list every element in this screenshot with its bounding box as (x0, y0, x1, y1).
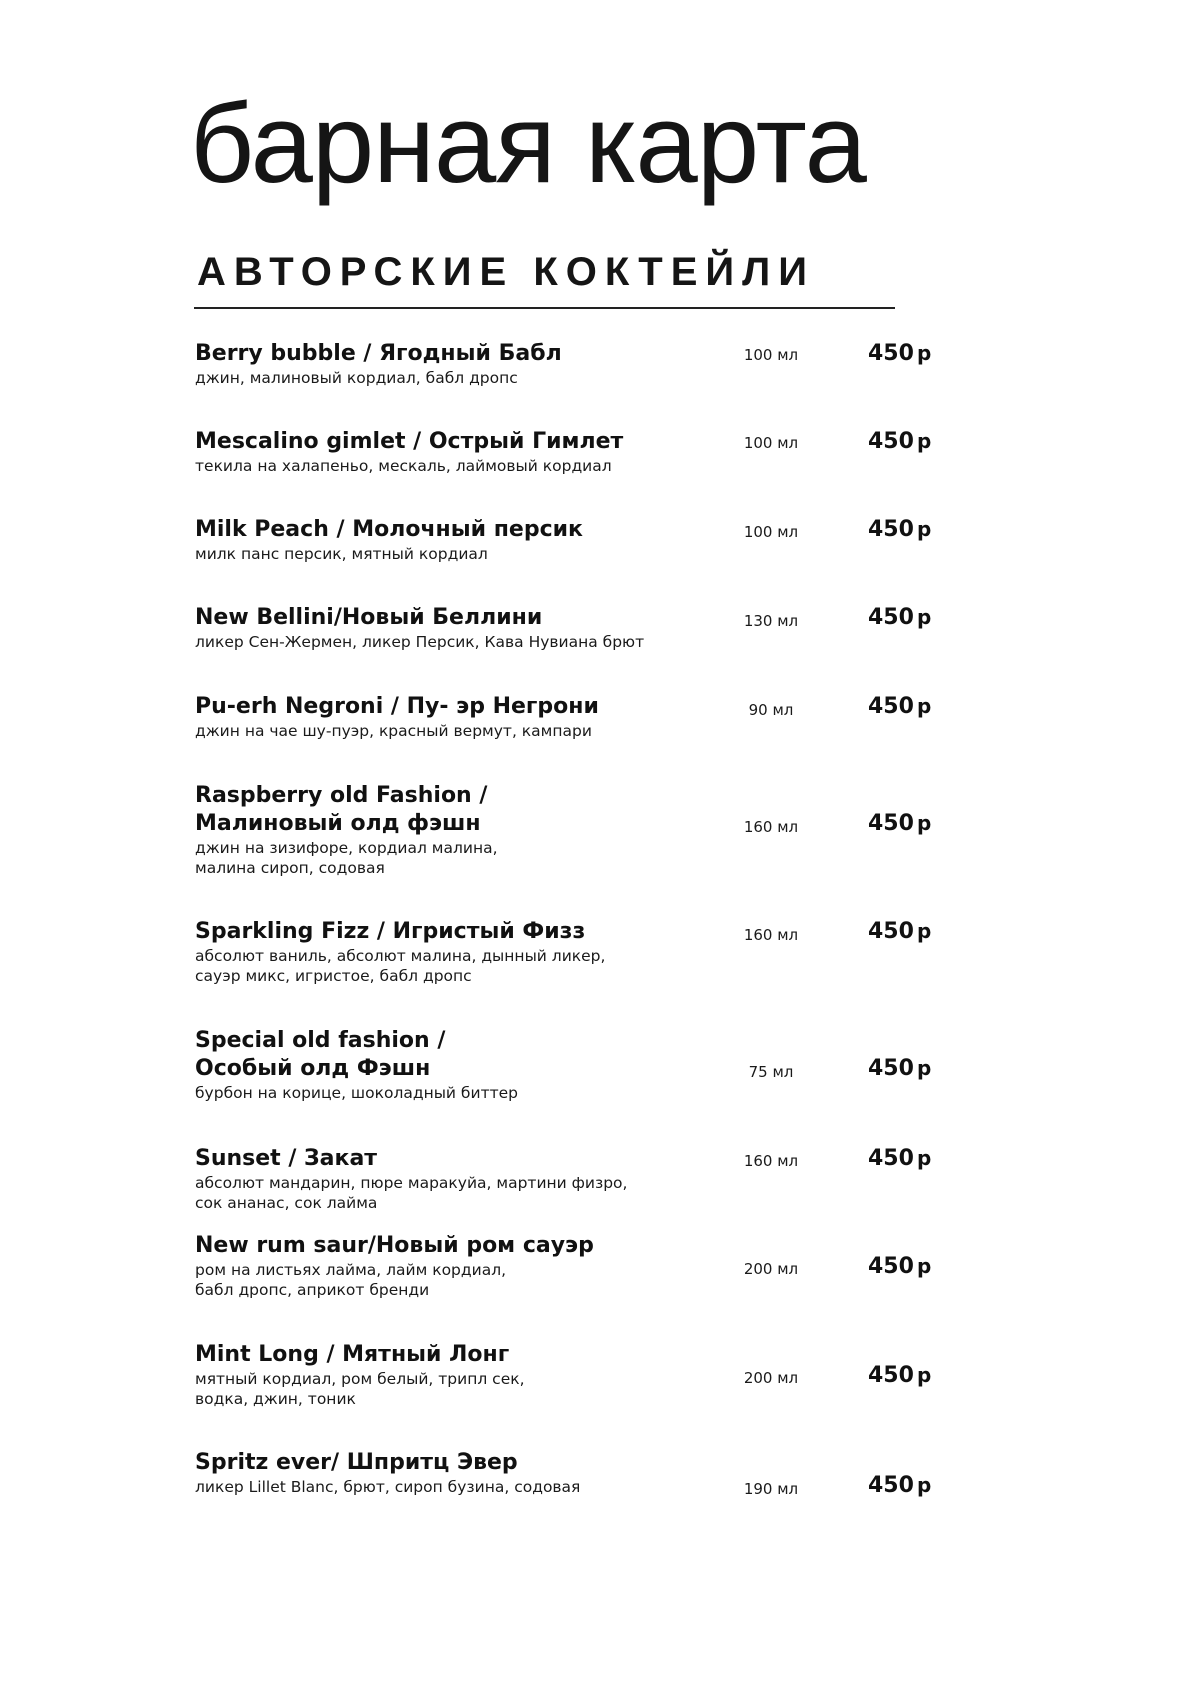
price-amount: 450 (868, 1146, 914, 1171)
item-volume: 90 мл (748, 701, 794, 719)
item-name (195, 340, 715, 368)
item-description-line: абсолют ваниль, абсолют малина, дынный ликер, (195, 947, 606, 965)
item-name-line: Особый олд Фэшн (195, 1056, 431, 1081)
item-name (195, 428, 715, 456)
item-description (195, 456, 715, 476)
item-description-line: водка, джин, тоник (195, 1390, 356, 1408)
currency-symbol: р (916, 811, 932, 835)
price-amount: 450 (868, 605, 914, 630)
item-volume: 160 мл (743, 926, 799, 944)
currency-symbol: р (916, 605, 932, 629)
menu-item (195, 1341, 935, 1409)
item-price (868, 1146, 931, 1171)
price-amount: 450 (868, 341, 914, 366)
item-name-line: Milk Peach / Молочный персик (195, 517, 583, 542)
item-volume: 190 мл (743, 1480, 799, 1498)
item-description-line: джин на зизифоре, кордиал малина, (195, 839, 498, 857)
item-description (195, 838, 715, 878)
item-description-line: абсолют мандарин, пюре маракуйа, мартини физро, (195, 1174, 628, 1192)
menu-item (195, 428, 935, 476)
item-description-line: мятный кордиал, ром белый, трипл сек, (195, 1370, 525, 1388)
page-title: барная карта (190, 81, 866, 206)
item-name (195, 1232, 715, 1260)
item-name-line: Sunset / Закат (195, 1146, 378, 1171)
item-description (195, 544, 715, 564)
item-description-line: джин, малиновый кордиал, бабл дропс (195, 369, 518, 387)
item-volume: 160 мл (743, 1152, 799, 1170)
section-divider (194, 307, 895, 309)
currency-symbol: р (916, 1473, 932, 1497)
item-price (868, 1363, 931, 1388)
item-description-line: милк панс персик, мятный кордиал (195, 545, 488, 563)
item-name-line: Mescalino gimlet / Острый Гимлет (195, 429, 624, 454)
item-name-line: Spritz ever/ Шпритц Эвер (195, 1450, 518, 1475)
item-volume: 100 мл (743, 346, 799, 364)
item-description (195, 1260, 715, 1300)
menu-item (195, 782, 935, 878)
item-price (868, 605, 931, 630)
item-price (868, 919, 931, 944)
item-description (195, 632, 715, 652)
menu-item (195, 516, 935, 564)
item-name-line: Pu-erh Negroni / Пу- эр Негрони (195, 694, 599, 719)
price-amount: 450 (868, 517, 914, 542)
item-name-line: New rum saur/Новый ром сауэр (195, 1233, 594, 1258)
item-price (868, 811, 931, 836)
item-price (868, 429, 931, 454)
item-price (868, 517, 931, 542)
menu-item (195, 693, 935, 741)
price-amount: 450 (868, 429, 914, 454)
item-description (195, 1369, 715, 1409)
item-name-line: Special old fashion / (195, 1028, 446, 1053)
menu-item (195, 604, 935, 652)
item-description (195, 721, 715, 741)
item-name (195, 918, 715, 946)
menu-item (195, 918, 935, 986)
section-title: АВТОРСКИЕ КОКТЕЙЛИ (197, 250, 815, 294)
item-description (195, 946, 715, 986)
menu-item (195, 1232, 935, 1300)
currency-symbol: р (916, 919, 932, 943)
price-amount: 450 (868, 919, 914, 944)
item-description (195, 1173, 715, 1213)
item-volume: 100 мл (743, 523, 799, 541)
item-description-line: текила на халапеньо, мескаль, лаймовый кордиал (195, 457, 612, 475)
price-amount: 450 (868, 1473, 914, 1498)
item-volume: 75 мл (748, 1063, 794, 1081)
item-price (868, 694, 931, 719)
item-description-line: бурбон на корице, шоколадный биттер (195, 1084, 519, 1102)
item-name-line: Raspberry old Fashion / (195, 783, 488, 808)
menu-item (195, 340, 935, 388)
item-name (195, 516, 715, 544)
item-name (195, 1449, 715, 1477)
item-name (195, 1027, 715, 1083)
price-amount: 450 (868, 1254, 914, 1279)
currency-symbol: р (916, 694, 932, 718)
item-description-line: ликер Сен-Жермен, ликер Персик, Кава Нувиана брют (195, 633, 645, 651)
item-description-line: малина сироп, содовая (195, 859, 385, 877)
currency-symbol: р (916, 1363, 932, 1387)
item-name-line: Mint Long / Мятный Лонг (195, 1342, 510, 1367)
item-description-line: сок ананас, сок лайма (195, 1194, 378, 1212)
item-volume: 130 мл (743, 612, 799, 630)
item-name-line: Berry bubble / Ягодный Бабл (195, 341, 562, 366)
item-name-line: Sparkling Fizz / Игристый Физз (195, 919, 586, 944)
currency-symbol: р (916, 341, 932, 365)
item-name (195, 604, 715, 632)
item-name-line: New Bellini/Новый Беллини (195, 605, 543, 630)
item-price (868, 1473, 931, 1498)
price-amount: 450 (868, 1056, 914, 1081)
menu-item (195, 1145, 935, 1213)
item-description-line: ликер Lillet Blanc, брют, сироп бузина, содовая (195, 1478, 581, 1496)
item-description (195, 1477, 715, 1497)
item-volume: 200 мл (743, 1369, 799, 1387)
currency-symbol: р (916, 1146, 932, 1170)
item-volume: 100 мл (743, 434, 799, 452)
item-description (195, 1083, 715, 1103)
currency-symbol: р (916, 517, 932, 541)
currency-symbol: р (916, 1254, 932, 1278)
menu-item (195, 1027, 935, 1103)
item-name (195, 1145, 715, 1173)
item-description-line: сауэр микс, игристое, бабл дропс (195, 967, 472, 985)
currency-symbol: р (916, 1056, 932, 1080)
item-volume: 160 мл (743, 818, 799, 836)
item-price (868, 341, 931, 366)
price-amount: 450 (868, 694, 914, 719)
item-description-line: джин на чае шу-пуэр, красный вермут, кампари (195, 722, 592, 740)
item-name (195, 782, 715, 838)
item-price (868, 1056, 931, 1081)
item-description (195, 368, 715, 388)
item-name-line: Малиновый олд фэшн (195, 811, 481, 836)
item-volume: 200 мл (743, 1260, 799, 1278)
item-name (195, 693, 715, 721)
menu-item (195, 1449, 935, 1497)
currency-symbol: р (916, 429, 932, 453)
item-price (868, 1254, 931, 1279)
item-description-line: бабл дропс, априкот бренди (195, 1281, 430, 1299)
item-name (195, 1341, 715, 1369)
price-amount: 450 (868, 811, 914, 836)
item-description-line: ром на листьях лайма, лайм кордиал, (195, 1261, 507, 1279)
price-amount: 450 (868, 1363, 914, 1388)
